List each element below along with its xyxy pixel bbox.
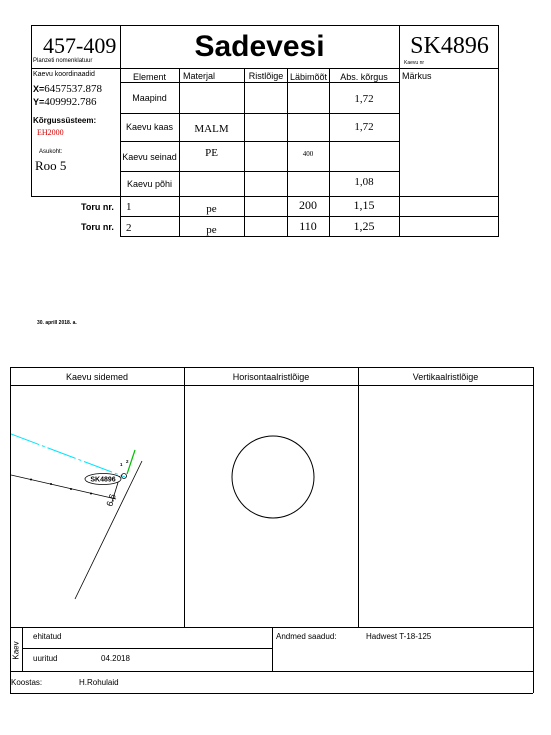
cell-element: Maapind	[132, 93, 167, 103]
pipe-label: Toru nr.	[81, 202, 114, 212]
nomenclature-label: Planzeti nomenklatuur	[33, 58, 93, 64]
x-label: X=	[33, 84, 45, 94]
pipe-no-2: 2	[126, 459, 129, 464]
side-label: Kaev	[11, 641, 21, 660]
location-value: Roo 5	[35, 158, 67, 173]
cell-height: 1,72	[354, 93, 374, 105]
surveyed-label: uuritud	[33, 654, 58, 663]
cell-height: 1,08	[354, 176, 374, 188]
cell-height: 1,72	[354, 121, 374, 133]
author-label: Koostas:	[11, 678, 43, 687]
dimension-label: 6.6	[104, 492, 118, 508]
pipe-height: 1,25	[353, 219, 375, 233]
cell-element: Kaevu seinad	[122, 152, 177, 162]
pipe-no-1: 1	[120, 462, 123, 467]
pipe-diameter: 200	[299, 198, 317, 212]
storm-pipe-line	[11, 434, 125, 477]
cell-material: PE	[205, 147, 218, 159]
page-title: Sadevesi	[194, 30, 325, 63]
author-value: H.Rohulaid	[79, 678, 119, 687]
top-table	[31, 25, 498, 237]
data-source-label: Andmed saadud:	[276, 632, 337, 641]
col-title-connections: Kaevu sidemed	[65, 372, 129, 382]
horizontal-section	[185, 386, 358, 626]
date-text: 30. aprill 2018. a.	[37, 320, 77, 326]
height-system-label: Kõrgussüsteem:	[33, 116, 97, 125]
location-label: Asukoht:	[39, 149, 63, 155]
col-header-cross: Ristlõige	[248, 71, 284, 81]
pipe-material: pe	[206, 203, 217, 215]
connections-sketch	[11, 386, 184, 626]
pipe-label: Toru nr.	[81, 222, 114, 232]
pipe-diameter: 110	[299, 219, 317, 233]
data-source-value: Hadwest T-18-125	[366, 632, 432, 641]
well-label: SK4896	[90, 476, 116, 484]
col-header-note: Märkus	[402, 71, 432, 81]
col-header-diameter: Läbimõõt	[289, 72, 328, 82]
col-title-vertical: Vertikaalristlõige	[412, 372, 479, 382]
well-cross-section-circle	[232, 436, 314, 518]
coords-label: Kaevu koordinaadid	[33, 71, 95, 78]
x-value: 6457537.878	[44, 83, 103, 95]
col-header-element: Element	[132, 72, 167, 82]
y-value: 409992.786	[44, 96, 97, 108]
well-number-label: Kaevu nr	[404, 60, 425, 66]
col-header-material: Materjal	[183, 71, 216, 81]
pipe-number: 2	[126, 222, 132, 234]
cell-diameter: 400	[302, 150, 314, 158]
col-title-horizontal: Horisontaalristlõige	[232, 372, 310, 382]
cell-material: MALM	[194, 123, 229, 135]
pipe-number: 1	[126, 201, 132, 213]
height-system-value: EH2000	[37, 128, 64, 137]
nomenclature: 457-409	[43, 33, 117, 58]
col-header-height: Abs. kõrgus	[340, 72, 388, 82]
well-number: SK4896	[410, 33, 489, 59]
built-label: ehitatud	[33, 632, 62, 641]
cell-element: Kaevu kaas	[125, 122, 174, 132]
y-label: Y=	[33, 97, 45, 107]
pipe-height: 1,15	[353, 198, 375, 212]
pipe-material: pe	[206, 224, 217, 236]
surveyed-date: 04.2018	[101, 654, 130, 663]
drawing-frame	[10, 367, 533, 693]
cell-element: Kaevu põhi	[126, 179, 173, 189]
